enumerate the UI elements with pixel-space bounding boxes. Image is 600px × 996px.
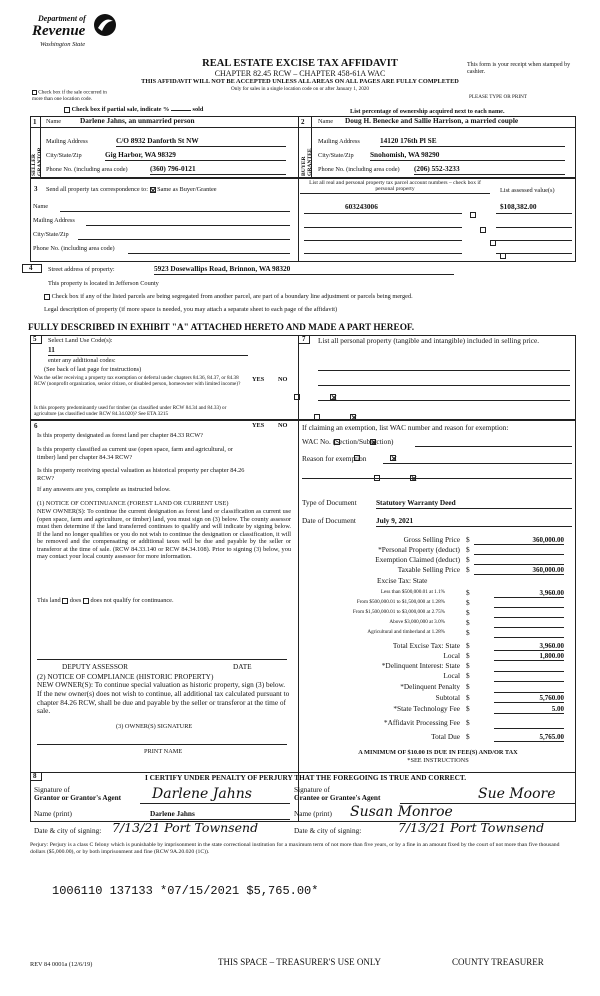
buyer-phone: (206) 552-3233: [414, 165, 565, 175]
dollar-sign: $: [466, 545, 470, 554]
notice-continuance-title: (1) NOTICE OF CONTINUANCE (FOREST LAND OR CURRENT USE): [37, 500, 229, 507]
delinquent-interest-local-label: Local: [443, 671, 460, 680]
this-land-label: This land: [37, 597, 61, 604]
dollar-sign: $: [466, 598, 470, 607]
land-does-checkbox[interactable]: [62, 598, 68, 604]
ownership-note: List percentage of ownership acquired next to each name.: [350, 108, 505, 115]
county-treasurer-label: COUNTY TREASURER: [452, 957, 544, 967]
grantor-signature[interactable]: Darlene Jahns: [152, 786, 252, 802]
exemption-claimed-value: [474, 556, 564, 565]
does-not-label: does not qualify for continuance.: [90, 597, 174, 604]
segregated-checkbox[interactable]: [44, 294, 50, 300]
taxable-selling-label: Taxable Selling Price: [397, 565, 460, 574]
grantee-name[interactable]: Susan Monroe: [350, 804, 453, 820]
dollar-sign: $: [466, 651, 470, 660]
current-use-no[interactable]: [390, 455, 396, 461]
multi-location-check[interactable]: [32, 90, 110, 103]
section-8-number: 8: [33, 772, 37, 780]
delinquent-penalty-label: *Delinquent Penalty: [400, 682, 460, 691]
grantor-date-label: Date & city of signing:: [34, 826, 102, 835]
logo-line-3: Washington State: [40, 41, 86, 48]
dollar-sign: $: [466, 718, 470, 727]
legal-description-label: Legal description of property (if more space is needed, you may attach a separate sheet to each page of the affidavit): [44, 306, 338, 313]
single-location-note: Only for sales in a single location code on or after January 1, 2020: [230, 86, 369, 92]
does-label: does: [69, 597, 82, 604]
see-back-note: (See back of last page for instructions): [44, 366, 142, 373]
land-does-not-checkbox[interactable]: [83, 598, 89, 604]
notice-compliance-body: NEW OWNER(S): To continue special valuation as historic property, sign (3) below. If the new owner(s) does not wish to continue, all additional tax calculated pursuant to chapter 84.26 RCW, shall be due and payable by the seller or transferor at the time of sale.: [37, 680, 290, 716]
exemption-label: If claiming an exemption, list WAC number and reason for exemption:: [302, 423, 509, 432]
grantor-date[interactable]: 7/13/21 Port Townsend: [112, 820, 259, 835]
see-instructions-note: *SEE INSTRUCTIONS: [407, 757, 469, 764]
parcel-header: List all real and personal property tax parcel account numbers – check box if personal property: [300, 180, 490, 194]
deputy-date-label: DATE: [233, 662, 252, 671]
document-type: Statutory Warranty Deed: [376, 499, 572, 509]
land-use-q1: Was the seller receiving a property tax exemption or deferral under chapters 84.36, 84.37, or 84.38 RCW (nonprofit organization, senior citizen, or disabled person, homeowner with limited income)?: [34, 375, 241, 387]
seller-phone-label: Phone No. (including area code): [46, 166, 128, 173]
excise-tax-header: Excise Tax: State: [377, 576, 428, 585]
section-4-number: 4: [29, 264, 33, 272]
dollar-sign: $: [466, 535, 470, 544]
county-location: This property is located in Jefferson County: [48, 280, 159, 287]
buyer-side-label: BUYER GRANTEE: [301, 148, 313, 176]
payment-stamp: 1006110 137133 *07/15/2021 $5,765.00*: [52, 884, 319, 898]
section-1-number: 1: [33, 118, 37, 126]
local-tax-value: 1,800.00: [494, 652, 564, 661]
buyer-name: Doug H. Benecke and Sallie Harrison, a married couple: [345, 116, 519, 125]
document-type-label: Type of Document: [302, 498, 357, 507]
print-name-label: PRINT NAME: [144, 748, 183, 755]
delinquent-interest-label: *Delinquent Interest: State: [381, 661, 460, 670]
grantor-name: Darlene Jahns: [150, 810, 290, 820]
grantor-signature-label-2: Grantor or Grantor's Agent: [34, 793, 122, 802]
bracket-2-label: From $500,000.01 to $1,500,000 at 1.28%: [356, 599, 445, 605]
notice-continuance-body: NEW OWNER(S): To continue the current designation as forest land or classification as current use (open space, farm and agriculture, or timber) land, you must sign on (3) below. The county assessor must then determine if the land transferred continues to qualify and will indicate by signing below. If the land no longer qualifies or you do not wish to continue the designation or classification, it will be removed and the compensating or additional taxes will be due and payable by the seller or transferor at the time of sale. (RCW 84.33.140 or RCW 84.34.108). Prior to signing (3) below, you may contact your local county assessor for more information.: [37, 508, 291, 561]
partial-sale-checkbox[interactable]: [64, 107, 70, 113]
grantee-name-label: Name (print): [294, 809, 332, 818]
seller-mailing: C/O 8932 Danforth St NW: [116, 137, 286, 147]
correspondence-phone-label: Phone No. (including area code): [33, 245, 115, 252]
grantee-signature-label-2: Grantee or Grantee's Agent: [294, 793, 381, 802]
document-date: July 9, 2021: [376, 517, 572, 527]
total-excise-value: 3,960.00: [494, 642, 564, 651]
receipt-note: This form is your receipt when stamped by cashier.: [467, 62, 571, 75]
correspondence-mailing-label: Mailing Address: [33, 217, 75, 224]
logo-line-2: Revenue: [32, 23, 86, 39]
buyer-name-label: Name: [318, 118, 334, 125]
correspondence-label-text: Send all property tax correspondence to:: [46, 186, 148, 193]
personal-property-label: List all personal property (tangible and intangible) included in selling price.: [318, 336, 540, 345]
dollar-sign: $: [466, 693, 470, 702]
land-use-q2: Is this property predominantly used for timber (as classified under RCW 84.34 and 84.33) or agriculture (as classified under RCW 84.34.020)? See ETA 3215: [34, 405, 227, 417]
parcel-personal-checkbox-2[interactable]: [480, 227, 486, 233]
additional-codes-label: enter any additional codes:: [48, 357, 116, 364]
seller-name-label: Name: [46, 118, 62, 125]
logo: [30, 12, 120, 52]
if-yes-note: If any answers are yes, complete as instructed below.: [37, 486, 171, 493]
acceptance-warning: THIS AFFIDAVIT WILL NOT BE ACCEPTED UNLESS ALL AREAS ON ALL PAGES ARE FULLY COMPLETED: [141, 78, 459, 85]
bracket-3-label: From $1,500,000.01 to $3,000,000 at 2.75%: [352, 609, 445, 615]
grantor-signature-label-1: Signature of: [34, 785, 70, 794]
treasurer-space-note: THIS SPACE – TREASURER'S USE ONLY: [218, 957, 382, 967]
document-date-label: Date of Document: [302, 516, 356, 525]
grantee-date-label: Date & city of signing:: [294, 826, 362, 835]
assessed-value: $108,382.00: [500, 202, 537, 211]
exemption-claimed-label: Exemption Claimed (deduct): [375, 555, 460, 564]
correspondence-label: [46, 186, 217, 194]
seller-city: Gig Harbor, WA 98329: [105, 151, 286, 161]
dollar-sign: $: [466, 732, 470, 741]
total-due-value: 5,765.00: [494, 733, 564, 742]
seller-mailing-label: Mailing Address: [46, 138, 88, 145]
technology-fee-value: 5.00: [494, 705, 564, 714]
perjury-notice: Perjury: Perjury is a class C felony which is punishable by imprisonment in the state correctional institution for a maximum term of not more than five years, or by a fine in an amount fixed by the court of not more than five thousand dollars ($5,000.00), or by both imprisonment and fine (RCW 9A.20.020 (1C)).: [30, 842, 560, 855]
affidavit-fee-label: *Affidavit Processing Fee: [383, 718, 460, 727]
segregated-check[interactable]: [44, 293, 574, 301]
same-as-buyer-checkbox[interactable]: [150, 187, 156, 193]
multi-location-label: Check box if the sale occurred in more than one location code.: [32, 89, 107, 102]
bracket-5-label: Agricultural and timberland at 1.28%: [367, 629, 445, 635]
dollar-sign: $: [466, 588, 470, 597]
multi-location-checkbox[interactable]: [32, 90, 37, 95]
logo-swirl-icon: [92, 12, 118, 38]
dollar-sign: $: [466, 555, 470, 564]
seller-city-label: City/State/Zip: [46, 152, 82, 159]
buyer-city: Snohomish, WA 98290: [370, 151, 565, 161]
seller-side-label: SELLER GRANTOR: [31, 147, 43, 176]
notice-compliance-title: (2) NOTICE OF COMPLIANCE (HISTORIC PROPERTY): [37, 672, 214, 681]
dollar-sign: $: [466, 704, 470, 713]
parcel-personal-checkbox-1[interactable]: [470, 212, 476, 218]
form-subtitle: CHAPTER 82.45 RCW – CHAPTER 458-61A WAC: [214, 69, 386, 78]
buyer-mailing-label: Mailing Address: [318, 138, 360, 145]
dollar-sign: $: [466, 618, 470, 627]
grantee-signature[interactable]: Sue Moore: [478, 786, 556, 802]
form-number: REV 84 0001a (12/6/19): [30, 961, 93, 968]
owner-signature-label: (3) OWNER(S) SIGNATURE: [116, 723, 193, 730]
land-use-code: 11: [48, 346, 248, 356]
logo-line-1: Department of: [38, 14, 86, 23]
wac-label: WAC No. (Section/Subsection): [302, 437, 394, 446]
subtotal-value: 5,760.00: [494, 694, 564, 703]
section-7-number: 7: [302, 335, 306, 343]
historic-question: Is this property receiving special valuation as historical property per chapter 84.26 RCW?: [37, 467, 245, 482]
exhibit-statement: FULLY DESCRIBED IN EXHIBIT "A" ATTACHED HERETO AND MADE A PART HEREOF.: [28, 323, 415, 333]
gross-selling-label: Gross Selling Price: [403, 535, 460, 544]
segregated-label: Check box if any of the listed parcels are being segregated from another parcel, are part of a boundary line adjustment or parcels being merged.: [51, 293, 413, 300]
partial-sold-label: sold: [192, 106, 204, 113]
buyer-phone-label: Phone No. (including area code): [318, 166, 400, 173]
section-6-number: 6: [34, 422, 38, 430]
deputy-assessor-label: DEPUTY ASSESSOR: [62, 662, 129, 671]
gross-selling-value: 360,000.00: [474, 536, 564, 545]
land-use-label: Select Land Use Code(s):: [48, 337, 113, 344]
parcel-personal-checkbox-4[interactable]: [500, 253, 506, 259]
grantee-signature-label-1: Signature of: [294, 785, 330, 794]
minimum-fee-note: A MINIMUM OF $10.00 IS DUE IN FEE(S) AND/OR TAX: [358, 749, 518, 756]
buyer-mailing: 14120 176th Pl SE: [380, 137, 565, 147]
correspondence-name-label: Name: [33, 203, 49, 210]
current-use-question: Is this property classified as current use (open space, farm and agricultural, or timber) land per chapter 84.34 RCW?: [37, 446, 233, 461]
dollar-sign: $: [466, 565, 470, 574]
assessed-header: List assessed value(s): [500, 187, 555, 194]
subtotal-label: Subtotal: [435, 693, 460, 702]
section-3-number: 3: [34, 185, 38, 193]
dollar-sign: $: [466, 671, 470, 680]
grantor-name-label: Name (print): [34, 809, 72, 818]
personal-property-deduct-value: [474, 546, 564, 555]
total-due-label: Total Due: [431, 732, 460, 741]
forest-land-question: Is this property designated as forest land per chapter 84.33 RCW?: [37, 432, 203, 439]
dollar-sign: $: [466, 628, 470, 637]
parcel-personal-checkbox-3[interactable]: [490, 240, 496, 246]
bracket-1-label: Less than $500,000.01 at 1.1%: [380, 589, 445, 595]
section6-yes: YES: [252, 422, 265, 429]
dollar-sign: $: [466, 641, 470, 650]
section-5-number: 5: [33, 335, 37, 343]
form-title: REAL ESTATE EXCISE TAX AFFIDAVIT: [202, 58, 398, 69]
land-use-yes: YES: [252, 376, 265, 383]
continuance-qualify: [37, 597, 174, 605]
partial-sale-check[interactable]: [64, 106, 203, 114]
bracket-4-label: Above $3,000,000 at 3.0%: [389, 619, 445, 625]
same-as-buyer-label: Same as Buyer/Grantee: [157, 186, 217, 193]
exemption-reason-label: Reason for exemption: [302, 454, 367, 463]
section6-no: NO: [278, 422, 288, 429]
street-address: 5923 Dosewallips Road, Brinnon, WA 98320: [154, 265, 454, 275]
certify-statement: I CERTIFY UNDER PENALTY OF PERJURY THAT THE FOREGOING IS TRUE AND CORRECT.: [145, 773, 467, 782]
local-tax-label: Local: [443, 651, 460, 660]
dollar-sign: $: [466, 661, 470, 670]
parcel-number: 603243006: [345, 202, 378, 211]
grantee-date[interactable]: 7/13/21 Port Townsend: [398, 820, 545, 835]
partial-sale-label: Check box if partial sale, indicate %: [71, 106, 170, 113]
seller-phone: (360) 796-0121: [150, 165, 286, 175]
land-use-no: NO: [278, 376, 288, 383]
street-address-label: Street address of property:: [48, 266, 115, 273]
seller-name: Darlene Jahns, an unmarried person: [80, 116, 195, 125]
dollar-sign: $: [466, 608, 470, 617]
dollar-sign: $: [466, 682, 470, 691]
correspondence-city-label: City/State/Zip: [33, 231, 69, 238]
technology-fee-label: *State Technology Fee: [393, 704, 460, 713]
bracket-1-value: 3,960.00: [494, 589, 564, 598]
please-type-note: PLEASE TYPE OR PRINT: [469, 94, 527, 100]
personal-property-deduct-label: *Personal Property (deduct): [378, 545, 460, 554]
total-excise-label: Total Excise Tax: State: [392, 641, 460, 650]
section-2-number: 2: [301, 118, 305, 126]
land-use-q1-yes[interactable]: [294, 394, 300, 400]
buyer-city-label: City/State/Zip: [318, 152, 354, 159]
taxable-selling-value: 360,000.00: [474, 566, 564, 575]
